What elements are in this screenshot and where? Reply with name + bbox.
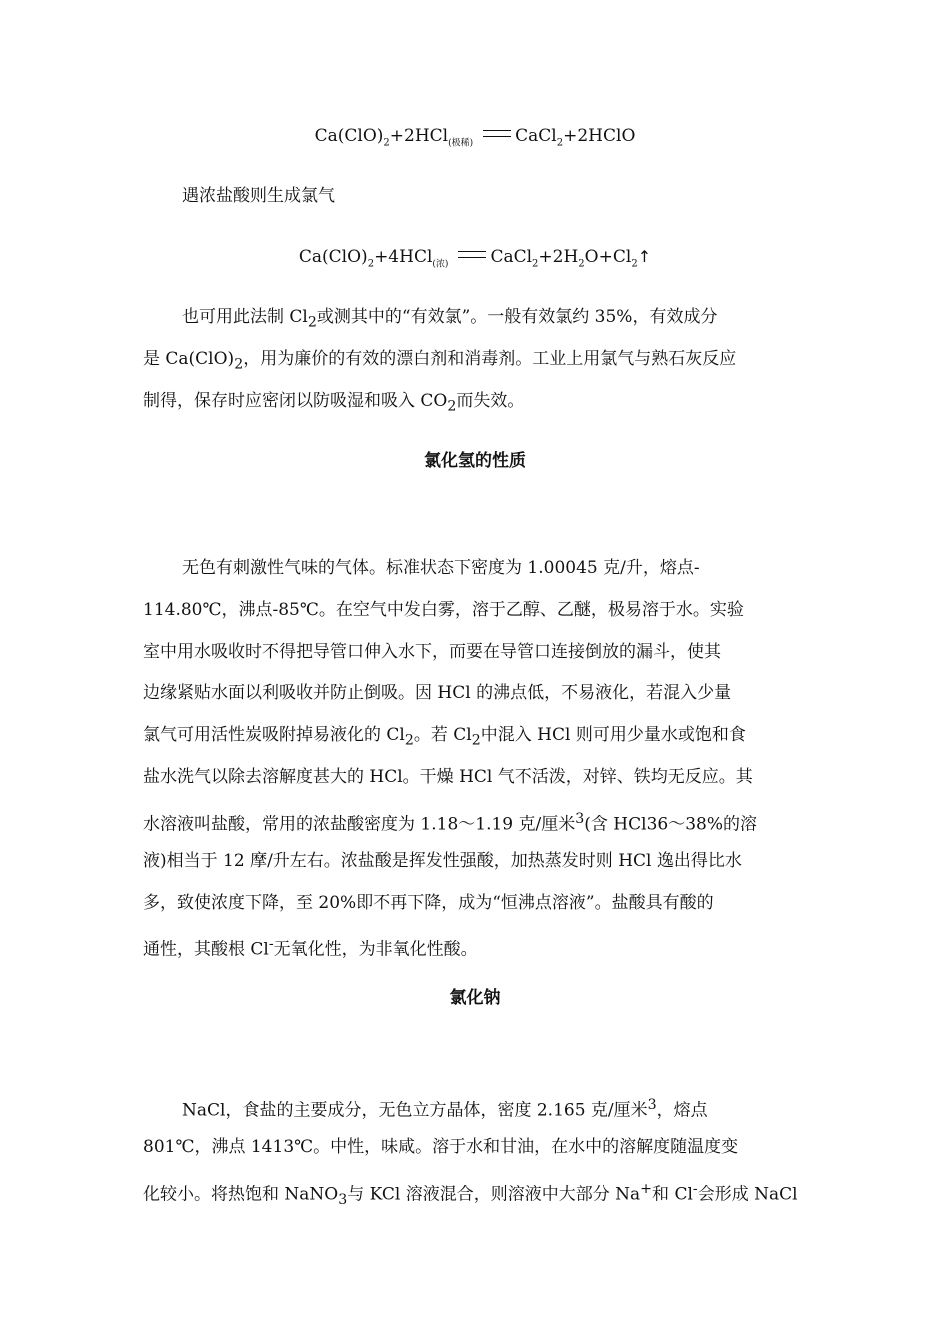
paragraph-line: 801℃，沸点 1413℃。中性，味咸。溶于水和甘油，在水中的溶解度随温度变 — [143, 1137, 739, 1157]
eq-text: Ca(ClO) — [298, 247, 368, 267]
equals-sign-icon — [483, 130, 511, 137]
paragraph-line: 制得，保存时应密闭以防吸湿和吸入 $CO_2$而失效。 — [143, 391, 525, 415]
eq-text: CaCl — [515, 126, 557, 146]
paragraph-line: 无色有刺激性气味的气体。标准状态下密度为 1.00045 克/升，熔点- — [182, 558, 700, 578]
equation-note: 遇浓盐酸则生成氯气 — [182, 186, 335, 206]
eq-text: +2H — [538, 247, 579, 267]
paragraph-line: 114.80℃，沸点-85℃。在空气中发白雾，溶于乙醇、乙醚，极易溶于水。实验 — [143, 600, 744, 620]
eq-subscript: 2 — [532, 258, 539, 270]
eq-text: +4HCl — [374, 247, 433, 267]
paragraph-line: 多，致使浓度下降，至 20%即不再下降，成为“恒沸点溶液”。盐酸具有酸的 — [143, 893, 714, 913]
eq-subscript: 2 — [383, 137, 390, 149]
paragraph-line: 氯气可用活性炭吸附掉易液化的 $Cl_2$。若 $Cl_2$中混入 HCl 则可用少量水或饱和食 — [143, 725, 746, 749]
paragraph-line: 是 $Ca(ClO)_2$，用为廉价的有效的漂白剂和消毒剂。工业上用氯气与熟石灰反应 — [143, 349, 737, 373]
paragraph-line: 化较小。将热饱和 NaNO$_3$与 KCl 溶液混合，则溶液中大部分 Na+和 Cl-会形成 NaCl — [143, 1181, 798, 1209]
paragraph-line: 通性，其酸根 Cl-无氧化性，为非氧化性酸。 — [143, 936, 478, 960]
eq-subscript: 2 — [556, 137, 564, 149]
eq-subscript: 2 — [578, 258, 585, 270]
equation-dilute-hcl — [0, 124, 950, 148]
eq-text: CaCl — [490, 247, 533, 267]
equals-sign-icon — [458, 251, 486, 258]
eq-text: +2HCl — [389, 126, 449, 146]
eq-condition: (极稀) — [448, 138, 474, 149]
section-heading-sodium-chloride: 氯化钠 — [449, 988, 501, 1008]
paragraph-line: 室中用水吸收时不得把导管口伸入水下，而要在导管口连接倒放的漏斗，使其 — [143, 642, 721, 662]
eq-subscript: 2 — [631, 258, 638, 270]
paragraph-line: 盐水洗气以除去溶解度甚大的 HCl。干燥 HCl 气不活泼，对锌、铁均无反应。其 — [143, 767, 753, 787]
eq-condition: (浓) — [432, 259, 449, 270]
eq-text: +2HClO — [563, 126, 636, 146]
eq-subscript: 2 — [367, 258, 375, 270]
eq-text: Ca(ClO) — [314, 126, 384, 146]
paragraph-line: 水溶液叫盐酸，常用的浓盐酸密度为 1.18～1.19 克/厘米$^3$(含 HCl36～38%的溶 — [143, 811, 757, 835]
eq-text: O+Cl — [584, 247, 632, 267]
paragraph-line: NaCl，食盐的主要成分，无色立方晶体，密度 2.165 克/厘米$^3$，熔点 — [182, 1097, 708, 1121]
paragraph-line: 液)相当于 12 摩/升左右。浓盐酸是挥发性强酸，加热蒸发时则 HCl 逸出得比水 — [143, 851, 742, 871]
paragraph-line: 边缘紧贴水面以利吸收并防止倒吸。因 HCl 的沸点低，不易液化，若混入少量 — [143, 683, 732, 703]
section-heading-hydrogen-chloride: 氯化氢的性质 — [424, 451, 526, 471]
paragraph-line: 也可用此法制 $Cl_2$或测其中的“有效氯”。一般有效氯约 35%，有效成分 — [182, 307, 718, 331]
equation-conc-hcl — [0, 245, 950, 269]
up-arrow-icon: ↑ — [637, 247, 652, 266]
